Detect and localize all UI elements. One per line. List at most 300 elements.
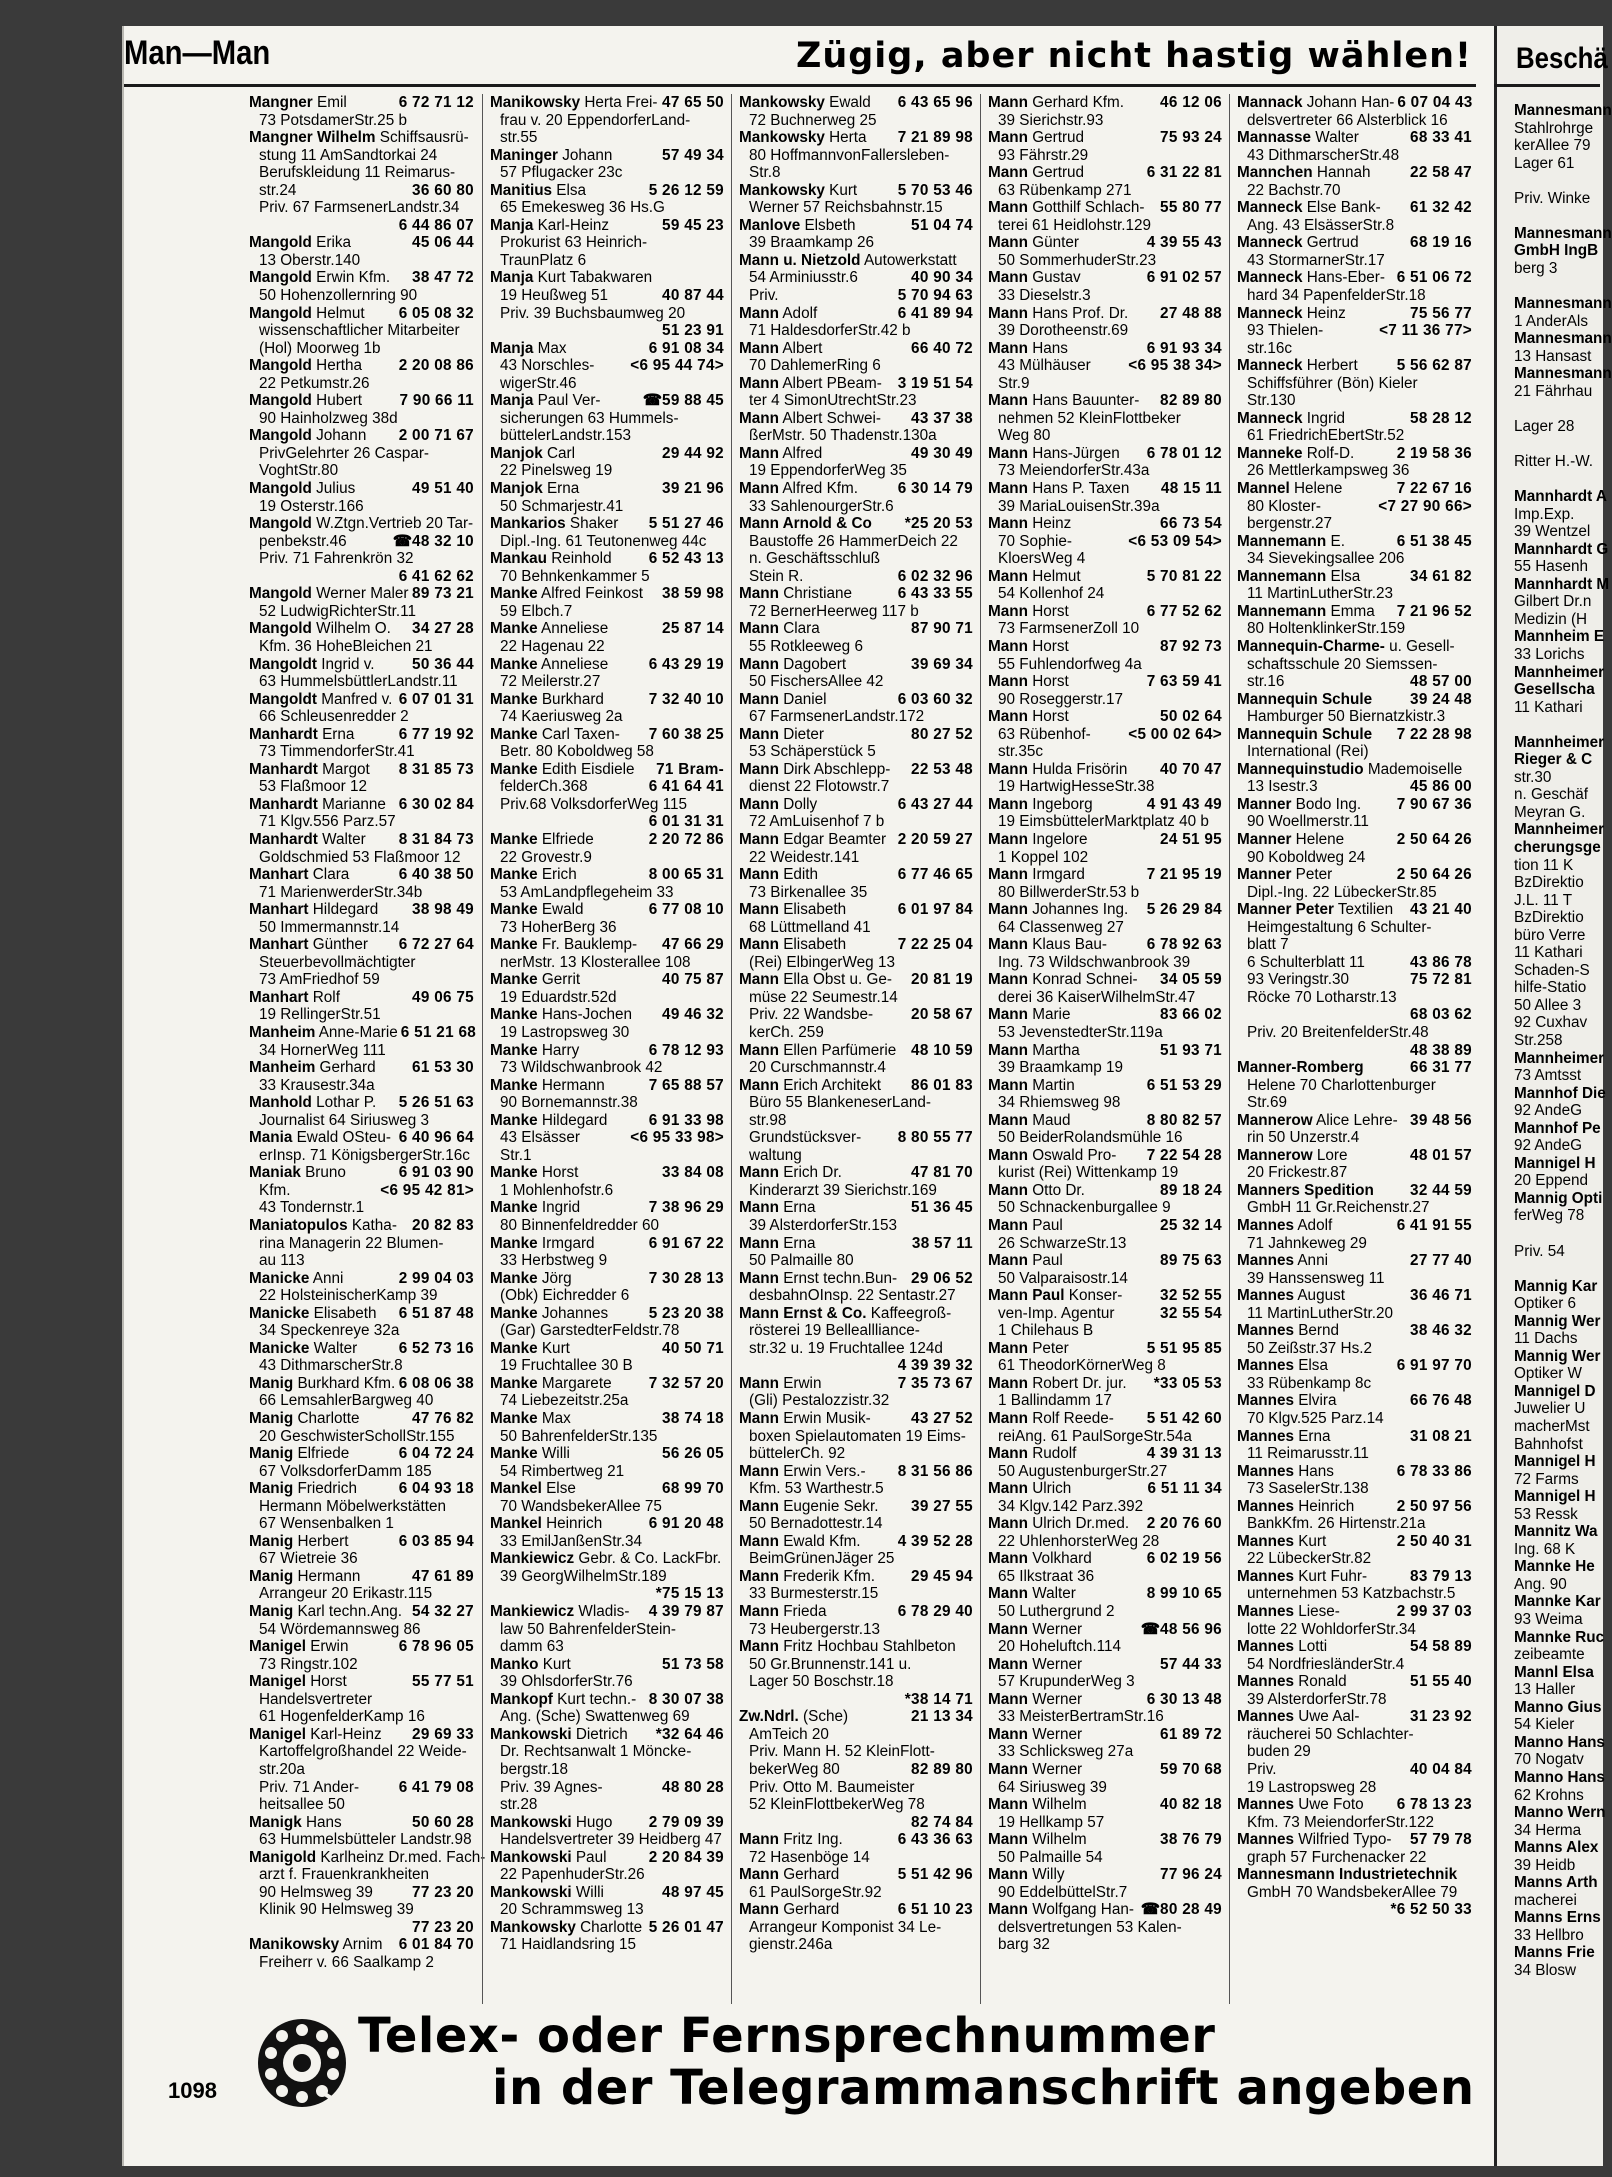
phone-number: 8 31 56 86 <box>897 1462 973 1480</box>
phone-number <box>471 1691 474 1709</box>
phone-number: 20 82 83 <box>412 1217 474 1234</box>
listing-subline <box>490 199 724 217</box>
listing-detail: Herbert <box>297 1532 349 1550</box>
listing-entry <box>739 480 973 515</box>
listing-name: Manke <box>490 1199 538 1217</box>
phone-number: 82 74 84 <box>911 1813 973 1831</box>
listing-name: Mangner Wilhelm <box>249 129 376 147</box>
listing-subline <box>249 638 474 656</box>
listing-subline <box>249 813 474 831</box>
adjacent-line: Mannheimer <box>1514 663 1605 681</box>
listing-detail: Handelsvertreter <box>259 1690 373 1708</box>
listing-detail: 53 AmLandpflegeheim 33 <box>500 883 674 901</box>
phone-number: *75 15 13 <box>655 1585 724 1603</box>
listing-detail: Irmgard <box>541 1234 595 1252</box>
listing-detail: Walter <box>313 1339 358 1357</box>
listing-entry <box>490 1515 724 1550</box>
adjacent-line: 1 AnderAls <box>1514 312 1588 330</box>
listing-detail: Horst <box>1032 602 1069 620</box>
listing-detail: Prokurist 63 Heinrich- <box>500 234 648 252</box>
listing-entry <box>1237 1322 1472 1357</box>
listing-detail: GmbH 11 Gr.Reichenstr.27 <box>1247 1199 1430 1217</box>
listing-subline <box>1237 585 1472 603</box>
phone-number: 6 02 32 96 <box>897 567 973 585</box>
listing-detail: 61 TheodorKörnerWeg 8 <box>998 1357 1166 1375</box>
listing-name: Mann <box>988 1760 1028 1778</box>
listing-name: Manner <box>1237 866 1292 884</box>
listing-subline <box>249 971 474 989</box>
listing-subline <box>988 919 1222 937</box>
listing-detail: Erwin <box>310 1638 349 1656</box>
listing-name: Manke <box>490 1234 538 1252</box>
listing-entry <box>988 234 1222 269</box>
phone-number <box>721 234 724 252</box>
listing-detail: Berufskleidung 11 Reimarus- <box>259 164 456 182</box>
listing-line <box>739 1164 973 1182</box>
listing-line <box>1237 1831 1472 1849</box>
listing-detail: 33 EmilJanßenStr.34 <box>500 1532 642 1550</box>
listing-detail: Johann Han- <box>1306 94 1395 111</box>
phone-number: 43 27 52 <box>911 1410 973 1428</box>
listing-detail: felderCh.368 <box>500 778 588 796</box>
listing-detail: Ernst techn.Bun- <box>783 1269 898 1287</box>
listing-line <box>739 796 973 814</box>
phone-number <box>1469 1270 1472 1288</box>
listing-name: Mangner <box>249 94 313 111</box>
phone-number: 4 91 43 49 <box>1146 795 1222 813</box>
listing-name: Mannes <box>1237 1462 1294 1480</box>
listing-name: Manhardt <box>249 725 318 743</box>
listing-subline <box>249 252 474 270</box>
phone-number <box>1219 182 1222 200</box>
listing-name: Mann <box>988 444 1028 462</box>
phone-number: 8 31 85 73 <box>398 760 474 778</box>
phone-number <box>1219 252 1222 270</box>
phone-number <box>721 498 724 516</box>
listing-line <box>1237 1287 1472 1305</box>
listing-detail: Carl <box>546 444 575 462</box>
listing-detail: sicherungen 63 Hummels- <box>500 409 679 427</box>
listing-subline <box>490 849 724 867</box>
listing-entry <box>249 515 474 585</box>
listing-detail: Lager 50 Boschstr.18 <box>749 1673 894 1691</box>
listing-line <box>490 550 724 568</box>
phone-number: 7 32 40 10 <box>648 690 724 708</box>
listing-subline <box>249 1585 474 1603</box>
phone-number: 6 31 22 81 <box>1146 164 1222 182</box>
listing-entry <box>249 1814 474 1849</box>
phone-number: 29 06 52 <box>911 1269 973 1287</box>
listing-detail: Martin <box>1032 1076 1075 1094</box>
listing-detail: 55 Fuhlendorfweg 4a <box>998 655 1142 673</box>
listing-name: Mannes <box>1237 1392 1294 1410</box>
listing-entry <box>490 901 724 936</box>
listing-detail: Anni <box>312 1269 344 1287</box>
listing-detail: Hermann <box>541 1076 605 1094</box>
listing-detail: Erna <box>783 1234 816 1252</box>
listing-subline <box>249 1287 474 1305</box>
phone-number: 27 48 88 <box>1160 304 1222 322</box>
listing-subline <box>1237 743 1472 761</box>
listing-detail: Albert PBeam- <box>782 374 882 392</box>
listing-line <box>739 1270 973 1288</box>
phone-number <box>970 849 973 867</box>
phone-number: 6 03 85 94 <box>398 1532 474 1550</box>
listing-name: Mann <box>988 1901 1028 1919</box>
listing-name: Mann <box>739 901 779 919</box>
listing-entry <box>988 761 1222 796</box>
adjacent-line: Mannitz Wa <box>1514 1523 1598 1541</box>
listing-subline <box>739 1217 973 1235</box>
listing-line <box>988 638 1222 656</box>
listing-subline <box>490 796 724 814</box>
listing-subline <box>490 1779 724 1797</box>
listing-subline <box>490 1217 724 1235</box>
phone-number <box>721 638 724 656</box>
phone-number <box>471 1621 474 1639</box>
listing-entry <box>490 269 724 339</box>
listing-detail: Harry <box>541 1041 580 1059</box>
listing-detail: 50 Palmaille 54 <box>998 1848 1103 1866</box>
listing-line <box>490 269 724 287</box>
phone-number: 66 31 77 <box>1410 1059 1472 1077</box>
listing-subline <box>739 1112 973 1130</box>
listing-line <box>988 164 1222 182</box>
listing-detail: Arnim <box>342 1936 383 1954</box>
listing-line <box>1237 1533 1472 1551</box>
listing-detail: Günter <box>1032 234 1079 252</box>
listing-entry <box>739 691 973 726</box>
listing-entry <box>1237 901 1472 1059</box>
phone-number <box>471 743 474 761</box>
listing-subline <box>1237 1375 1472 1393</box>
listing-subline <box>739 673 973 691</box>
listing-entry <box>249 1410 474 1445</box>
listing-detail: Priv. 39 Buchsbaumweg 20 <box>500 304 686 322</box>
listing-detail: 6 Schulterblatt 11 <box>1247 953 1365 971</box>
listing-subline <box>1237 217 1472 235</box>
listing-entry <box>249 1673 474 1726</box>
phone-number <box>471 1901 474 1919</box>
listing-line <box>988 708 1222 726</box>
listing-detail: Kinderarzt 39 Sierichstr.169 <box>749 1181 937 1199</box>
listing-subline <box>739 1621 973 1639</box>
listing-detail: Bodo Ing. <box>1295 795 1362 813</box>
listing-subline <box>490 462 724 480</box>
listing-subline <box>739 638 973 656</box>
listing-detail: 72 Meilerstr.27 <box>500 673 601 691</box>
listing-subline <box>490 1182 724 1200</box>
listing-subline <box>739 1673 973 1691</box>
listing-subline <box>1237 287 1472 305</box>
listing-subline <box>739 1691 973 1709</box>
listing-detail: Uwe Foto <box>1298 1796 1364 1814</box>
phone-number <box>471 375 474 393</box>
listing-entry <box>739 1164 973 1199</box>
phone-number <box>970 1638 973 1656</box>
listing-name: Mangold <box>249 392 312 410</box>
listing-line <box>490 1270 724 1288</box>
listing-detail: Erich Dr. <box>783 1164 842 1182</box>
listing-line <box>1237 269 1472 287</box>
listing-name: Manhart <box>249 866 309 884</box>
phone-number: 50 36 44 <box>412 655 474 673</box>
listing-subline <box>988 1235 1222 1253</box>
listing-detail: Ewald <box>829 94 871 111</box>
phone-number: 2 50 64 26 <box>1396 830 1472 848</box>
phone-number <box>721 375 724 393</box>
listing-detail: 39 GeorgWilhelmStr.189 <box>500 1567 667 1585</box>
listing-entry <box>1237 761 1472 796</box>
listing-detail: Albert <box>782 339 823 357</box>
phone-number <box>1469 656 1472 674</box>
adjacent-line: GmbH IngB <box>1514 242 1599 260</box>
listing-detail: 63 Hummelsbütteler Landstr.98 <box>259 1831 472 1849</box>
listing-detail: Elisabeth <box>783 901 847 919</box>
listing-detail: Priv. 71 Ander- <box>259 1778 360 1796</box>
listing-line <box>739 901 973 919</box>
listing-subline <box>249 954 474 972</box>
phone-number <box>1219 743 1222 761</box>
listing-subline <box>249 1147 474 1165</box>
phone-number: 8 00 65 31 <box>648 866 724 884</box>
listing-line <box>249 1568 474 1586</box>
phone-number: 7 22 28 98 <box>1396 725 1472 743</box>
listing-subline <box>739 533 973 551</box>
listing-entry <box>739 1831 973 1866</box>
listing-detail: Kaffeegroß- <box>870 1304 952 1322</box>
listing-entry <box>1237 305 1472 358</box>
listing-entry <box>249 1375 474 1410</box>
listing-subline <box>1237 1779 1472 1797</box>
phone-number: 83 66 02 <box>1160 1006 1222 1024</box>
listing-detail: Hans Prof. Dr. <box>1032 304 1129 322</box>
listing-detail: Hildegard <box>312 901 379 919</box>
adjacent-line: Str.258 <box>1514 1031 1563 1049</box>
listing-subline <box>249 1831 474 1849</box>
listing-name: Mann <box>988 339 1028 357</box>
listing-subline <box>249 919 474 937</box>
phone-number: 5 56 62 87 <box>1396 357 1472 375</box>
listing-subline <box>739 1129 973 1147</box>
listing-name: Manikowsky <box>249 1936 340 1954</box>
listing-detail: 22 LübeckerStr.82 <box>1247 1550 1372 1568</box>
listing-detail: Karl techn.Ang. <box>297 1603 403 1621</box>
listing-subline <box>739 1849 973 1867</box>
phone-number: 48 15 11 <box>1160 480 1222 498</box>
phone-number <box>471 603 474 621</box>
listing-detail: 39 Hanssensweg 11 <box>1247 1269 1385 1287</box>
phone-number: 2 19 58 36 <box>1396 444 1472 462</box>
listing-line <box>988 936 1222 954</box>
phone-number <box>721 1059 724 1077</box>
listing-subline <box>988 1024 1222 1042</box>
phone-number <box>1219 1129 1222 1147</box>
listing-subline <box>490 1024 724 1042</box>
phone-number: 57 79 78 <box>1410 1831 1472 1849</box>
listing-entry <box>739 410 973 445</box>
listing-detail: lotte 22 WohldorferStr.34 <box>1247 1620 1416 1638</box>
listing-entry <box>988 1340 1222 1375</box>
listing-line <box>739 1375 973 1393</box>
listing-line <box>490 866 724 884</box>
listing-detail: Kurt techn.- <box>557 1690 637 1708</box>
listing-line <box>739 1042 973 1060</box>
listing-detail: büttelerLandstr.153 <box>500 427 631 445</box>
adjacent-line: 33 Hellbro <box>1514 1926 1584 1944</box>
listing-name: Mann <box>988 637 1028 655</box>
listing-detail: 13 Isestr.3 <box>1247 778 1318 796</box>
listing-name: Manja <box>490 269 534 287</box>
listing-detail: graph 57 Furchenacker 22 <box>1247 1848 1427 1866</box>
listing-name: Manig <box>249 1445 294 1463</box>
phone-number: 29 69 33 <box>412 1725 474 1743</box>
phone-number <box>721 1550 724 1568</box>
listing-entry <box>249 1164 474 1217</box>
listing-name: Mann <box>739 971 779 989</box>
listing-detail: 43 Tondernstr.1 <box>259 1199 365 1217</box>
listing-detail: Werner <box>1032 1690 1083 1708</box>
listing-detail: 39 Braamkamp 26 <box>749 234 874 252</box>
phone-number: 6 41 91 55 <box>1396 1217 1472 1234</box>
listing-detail: 73 HoherBerg 36 <box>500 918 617 936</box>
adjacent-line: Meyran G. <box>1514 803 1586 821</box>
listing-subline <box>739 1024 973 1042</box>
listing-detail: Hans-Jürgen <box>1032 444 1120 462</box>
phone-number <box>970 743 973 761</box>
listing-name: Mann <box>988 760 1028 778</box>
adjacent-line: 93 Weima <box>1514 1611 1583 1629</box>
listing-detail: Hermann <box>297 1567 361 1585</box>
listing-name: Mankiewicz <box>490 1603 575 1621</box>
listing-subline <box>249 1796 474 1814</box>
listing-name: Mann <box>988 708 1028 726</box>
phone-number: 39 69 34 <box>911 655 973 673</box>
listing-entry <box>739 182 973 217</box>
listing-entry <box>249 1638 474 1673</box>
listing-subline <box>1237 989 1472 1007</box>
listing-subline <box>1237 1585 1472 1603</box>
listing-name: Manke <box>490 971 538 989</box>
phone-number: 39 48 56 <box>1410 1111 1472 1129</box>
listing-subline <box>1237 1761 1472 1779</box>
listing-name: Manko <box>490 1655 539 1673</box>
listing-subline <box>1237 708 1472 726</box>
phone-number <box>721 1761 724 1779</box>
listing-detail: Willy <box>1032 1866 1065 1884</box>
listing-name: Mankel <box>490 1515 542 1533</box>
listing-detail: barg 32 <box>998 1936 1050 1954</box>
listing-subline <box>1237 1726 1472 1744</box>
listing-line <box>249 989 474 1007</box>
listing-name: Mann <box>988 1480 1028 1498</box>
listing-detail: frau v. 20 EppendorferLand- <box>500 111 691 129</box>
phone-number: <6 53 09 54> <box>1128 532 1222 550</box>
listing-entry <box>1237 269 1472 304</box>
listing-name: Manjok <box>490 444 543 462</box>
listing-line <box>249 866 474 884</box>
adjacent-line: Mannhof Die <box>1514 1084 1606 1102</box>
listing-line <box>988 831 1222 849</box>
phone-number <box>471 1252 474 1270</box>
listing-subline <box>988 1936 1222 1954</box>
listing-line <box>490 1199 724 1217</box>
phone-number <box>970 1445 973 1463</box>
phone-number: 6 78 96 05 <box>398 1638 474 1656</box>
phone-number <box>471 884 474 902</box>
listing-detail: International (Rei) <box>1247 743 1369 761</box>
listing-detail: büttelerCh. 92 <box>749 1445 846 1463</box>
phone-number: 6 78 12 93 <box>648 1041 724 1059</box>
listing-detail: Kfm. <box>259 1181 291 1199</box>
listing-detail: Kfm. 53 Warthestr.5 <box>749 1480 884 1498</box>
phone-number: 59 70 68 <box>1160 1760 1222 1778</box>
listing-detail: 63 HummelsbüttlerLandstr.11 <box>259 673 458 691</box>
listing-line <box>988 445 1222 463</box>
listing-detail: 67 Wietreie 36 <box>259 1550 358 1568</box>
phone-number <box>1469 1375 1472 1393</box>
listing-line <box>1237 1059 1472 1077</box>
adjacent-line: 11 Kathari <box>1514 698 1583 716</box>
listing-entry <box>249 1568 474 1603</box>
listing-subline <box>490 813 724 831</box>
phone-number: 7 60 38 25 <box>648 725 724 743</box>
listing-detail: Kurt Fuhr- <box>1298 1567 1368 1585</box>
listing-detail: Reinhold <box>551 550 612 568</box>
listing-detail: (Gar) GarstedterFeldstr.78 <box>500 1322 680 1340</box>
listing-subline <box>490 568 724 586</box>
phone-number <box>721 252 724 270</box>
phone-number: 68 19 16 <box>1410 234 1472 252</box>
listing-detail: Elsbeth <box>804 216 856 234</box>
listing-detail: 93 Fährstr.29 <box>998 146 1089 164</box>
directory-columns <box>122 94 1474 2004</box>
listing-detail: Horst <box>1032 637 1069 655</box>
listing-line <box>1237 1673 1472 1691</box>
listing-detail: 90 Koboldweg 24 <box>1247 848 1366 866</box>
listing-line <box>988 1042 1222 1060</box>
listing-subline <box>1237 427 1472 445</box>
phone-number <box>721 1533 724 1551</box>
listing-subline <box>490 919 724 937</box>
listing-entry <box>739 375 973 410</box>
phone-number <box>970 778 973 796</box>
phone-number: 6 52 73 16 <box>398 1339 474 1357</box>
listing-detail: 33 Krausestr.34a <box>259 1076 375 1094</box>
listing-subline <box>249 1498 474 1516</box>
listing-name: Mann <box>739 830 779 848</box>
listing-subline <box>249 1235 474 1253</box>
phone-number <box>970 498 973 516</box>
listing-entry <box>490 1919 724 1954</box>
listing-detail: Erwin Vers.- <box>783 1462 866 1480</box>
phone-number: 40 50 71 <box>662 1339 724 1357</box>
listing-subline <box>739 1796 973 1814</box>
listing-detail: 90 Helmsweg 39 <box>259 1883 373 1901</box>
adjacent-line: cherungsge <box>1514 838 1601 856</box>
listing-entry <box>490 515 724 550</box>
listing-detail: 54 Rimbertweg 21 <box>500 1462 625 1480</box>
listing-entry <box>1237 94 1472 129</box>
listing-detail: Anni <box>1297 1252 1328 1270</box>
listing-detail: Max <box>537 339 567 357</box>
adjacent-line: Stahlrohrge <box>1514 119 1594 137</box>
listing-detail: Uwe Aal- <box>1298 1708 1360 1726</box>
listing-detail: 73 AmFriedhof 59 <box>259 971 380 989</box>
listing-entry <box>1237 480 1472 533</box>
listing-detail: Kartoffelgroßhandel 22 Weide- <box>259 1743 467 1761</box>
listing-detail: 71 Jahnkeweg 29 <box>1247 1234 1367 1252</box>
